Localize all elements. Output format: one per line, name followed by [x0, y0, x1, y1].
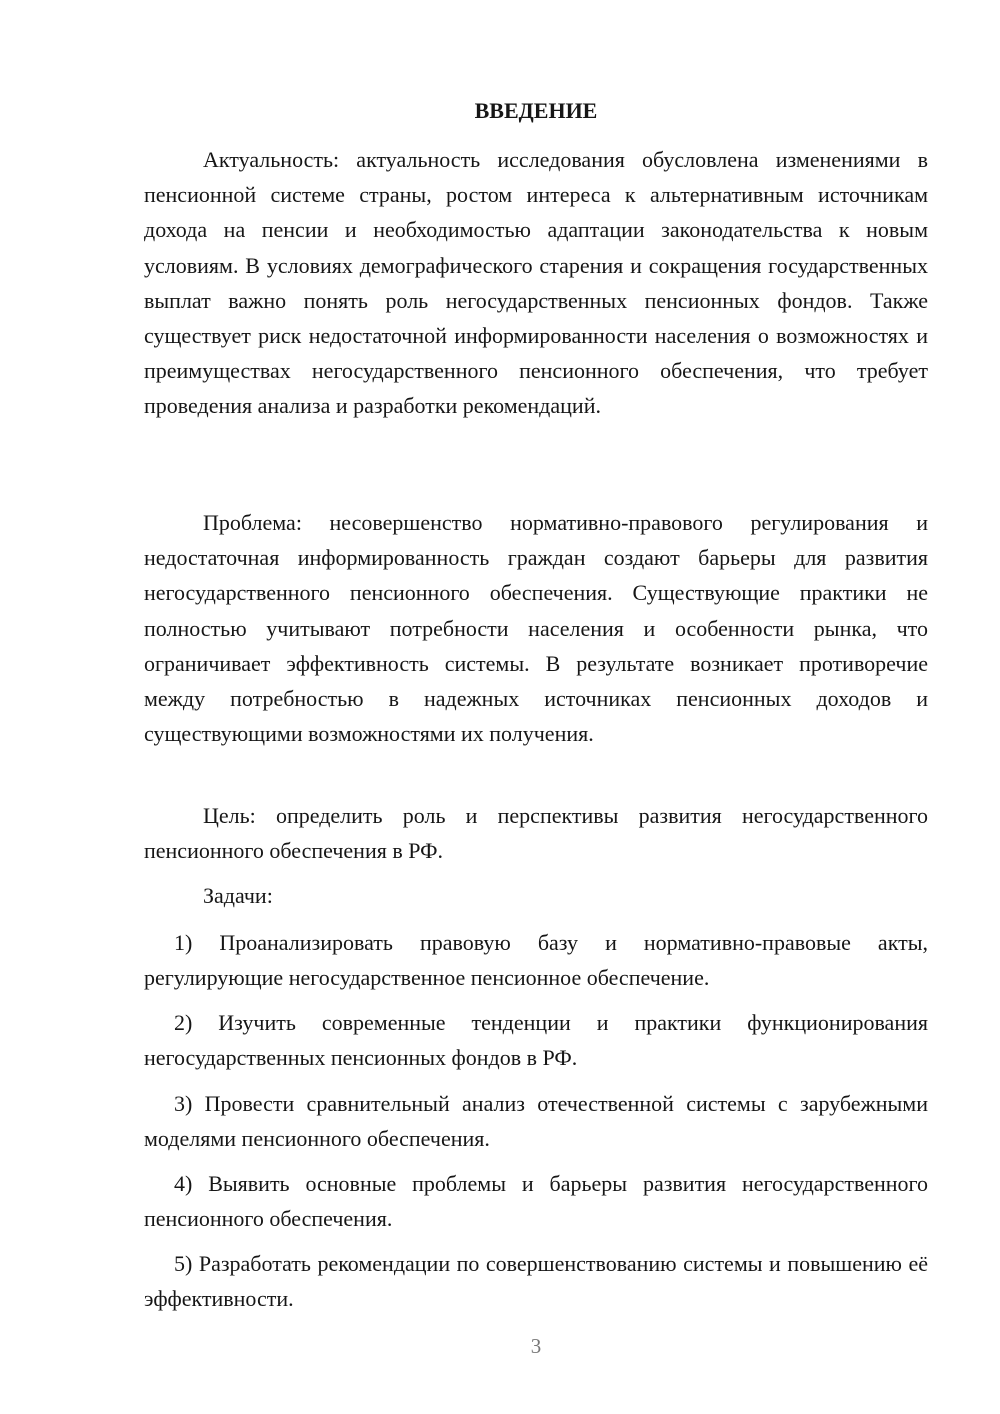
task-item-3: 3) Провести сравнительный анализ отечественной системы с зарубежными моделями пенсионного обеспечения. [144, 1091, 928, 1152]
task-item-4: 4) Выявить основные проблемы и барьеры развития негосударственного пенсионного обеспечения. [144, 1171, 928, 1232]
page-title: ВВЕДЕНИЕ [474, 98, 598, 123]
paragraph-relevance: Актуальность: актуальность исследования обусловлена изменениями в пенсионной системе страны, ростом интереса к альтернативным источникам дохода на пенсии и необходимостью адаптации законодательства к новым условиям. В условиях демографического старения и сокращения государственных выплат важно понять роль негосударственных пенсионных фондов. Также существует риск недостаточной информированности населения о возможностях и преимуществах негосударственного пенсионного обеспечения, что требует проведения анализа и разработки рекомендаций. [144, 147, 928, 419]
page-number: 3 [530, 1334, 542, 1358]
task-item-1: 1) Проанализировать правовую базу и нормативно-правовые акты, регулирующие негосударственное пенсионное обеспечение. [144, 930, 928, 991]
task-item-5: 5) Разработать рекомендации по совершенствованию системы и повышению её эффективности. [144, 1251, 928, 1312]
task-item-2: 2) Изучить современные тенденции и практики функционирования негосударственных пенсионных фондов в РФ. [144, 1010, 928, 1071]
tasks-label: Задачи: [203, 883, 273, 908]
paragraph-goal: Цель: определить роль и перспективы развития негосударственного пенсионного обеспечения в РФ. [144, 803, 928, 864]
paragraph-problem: Проблема: несовершенство нормативно-правового регулирования и недостаточная информированность граждан создают барьеры для развития негосударственного пенсионного обеспечения. Существующие практики не полностью учитывают потребности населения и особенности рынка, что ограничивает эффективность системы. В результате возникает противоречие между потребностью в надежных источниках пенсионных доходов и существующими возможностями их получения. [144, 510, 928, 747]
